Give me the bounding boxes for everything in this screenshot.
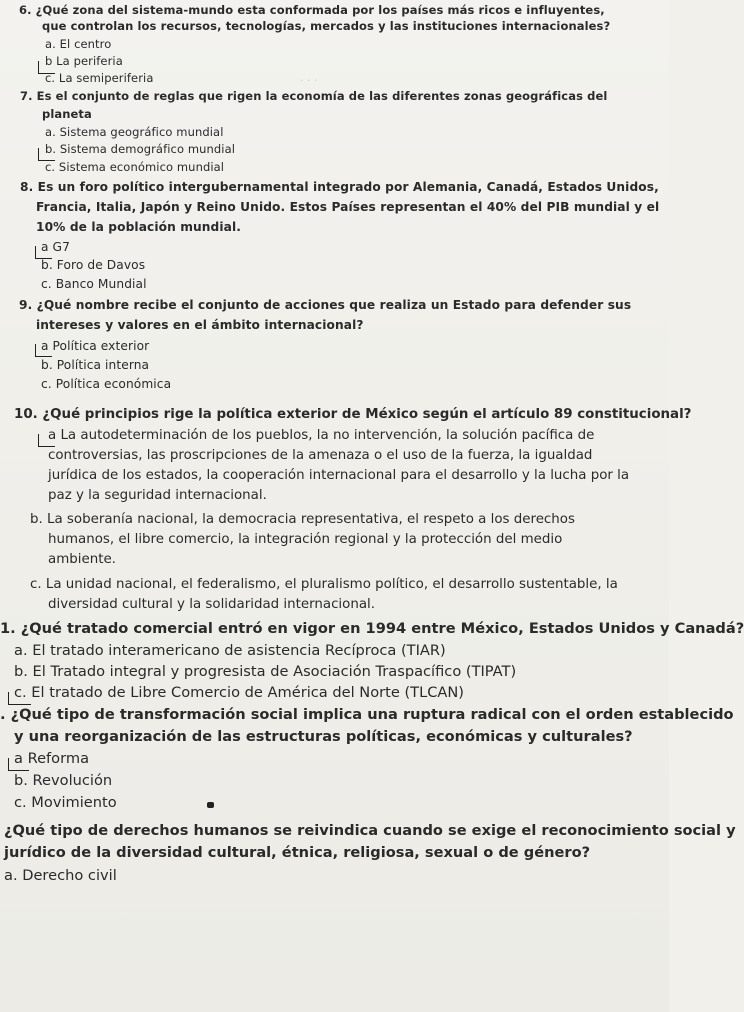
q8-option-c[interactable]: c. Banco Mundial	[41, 277, 147, 291]
question-10-text: 10. ¿Qué principios rige la política exterior de México según el artículo 89 constitucional?	[14, 407, 692, 422]
q10-option-c-cont: diversidad cultural y la solidaridad internacional.	[48, 597, 376, 612]
question-13-text-cont: jurídico de la diversidad cultural, étnica, religiosa, sexual o de género?	[4, 844, 591, 861]
q11-option-b[interactable]: b. El Tratado integral y progresista de Asociación Traspacífico (TIPAT)	[14, 663, 517, 680]
q7-option-a[interactable]: a. Sistema geográfico mundial	[45, 125, 224, 139]
answer-mark	[8, 758, 29, 771]
answer-mark	[8, 692, 31, 705]
q12-option-c[interactable]: c. Movimiento	[14, 794, 117, 811]
question-7-text: 7. Es el conjunto de reglas que rigen la economía de las diferentes zonas geográficas del	[20, 89, 608, 103]
question-9-text: 9. ¿Qué nombre recibe el conjunto de acciones que realiza un Estado para defender sus	[19, 298, 632, 312]
q7-option-c[interactable]: c. Sistema económico mundial	[45, 160, 225, 174]
question-8-text-cont-2: 10% de la población mundial.	[36, 220, 241, 234]
answer-mark	[38, 434, 55, 447]
q10-option-a[interactable]: a La autodeterminación de los pueblos, la no intervención, la solución pacífica de	[48, 428, 595, 443]
q8-option-b[interactable]: b. Foro de Davos	[41, 258, 146, 272]
q6-option-b[interactable]: b La periferia	[45, 54, 123, 68]
bleed-through-text: · · ·	[300, 74, 318, 87]
question-12-text-cont: y una reorganización de las estructuras políticas, económicas y culturales?	[14, 728, 633, 745]
q12-option-b[interactable]: b. Revolución	[14, 772, 113, 789]
question-7-text-cont: planeta	[42, 107, 92, 121]
ink-dot	[207, 802, 214, 808]
question-8-text: 8. Es un foro político intergubernamental integrado por Alemania, Canadá, Estados Unidos,	[20, 180, 659, 194]
q8-option-a[interactable]: a G7	[41, 240, 70, 254]
q13-option-a[interactable]: a. Derecho civil	[4, 867, 117, 884]
q12-option-a[interactable]: a Reforma	[14, 750, 90, 767]
q11-option-c[interactable]: c. El tratado de Libre Comercio de América del Norte (TLCAN)	[14, 684, 465, 701]
q6-option-a[interactable]: a. El centro	[45, 37, 112, 51]
q9-option-c[interactable]: c. Política económica	[41, 377, 172, 391]
q7-option-b[interactable]: b. Sistema demográfico mundial	[45, 142, 236, 156]
question-6-text: 6. ¿Qué zona del sistema-mundo esta conformada por los países más ricos e influyentes,	[19, 3, 605, 17]
q11-option-a[interactable]: a. El tratado interamericano de asistencia Recíproca (TIAR)	[14, 642, 446, 659]
answer-mark	[35, 344, 52, 357]
q10-option-a-cont: controversias, las proscripciones de la amenaza o el uso de la fuerza, la igualdad	[48, 448, 593, 463]
q10-option-a-cont: jurídica de los estados, la cooperación internacional para el desarrollo y la lucha por la	[48, 468, 630, 483]
question-13-text: ¿Qué tipo de derechos humanos se reivindica cuando se exige el reconocimiento social y	[4, 822, 736, 839]
question-12-text: . ¿Qué tipo de transformación social implica una ruptura radical con el orden establecido	[0, 706, 734, 723]
question-6-text-cont: que controlan los recursos, tecnologías, mercados y las instituciones internacionales?	[42, 19, 611, 33]
question-9-text-cont: intereses y valores en el ámbito internacional?	[36, 318, 364, 332]
q10-option-b-cont: humanos, el libre comercio, la integración regional y la protección del medio	[48, 532, 563, 547]
q10-option-c[interactable]: c. La unidad nacional, el federalismo, el pluralismo político, el desarrollo sustentable, la	[30, 577, 618, 592]
q9-option-b[interactable]: b. Política interna	[41, 358, 150, 372]
q10-option-b[interactable]: b. La soberanía nacional, la democracia representativa, el respeto a los derechos	[30, 512, 575, 527]
q6-option-c[interactable]: c. La semiperiferia	[45, 71, 154, 85]
question-8-text-cont: Francia, Italia, Japón y Reino Unido. Estos Países representan el 40% del PIB mundial y el	[36, 200, 660, 214]
q10-option-b-cont: ambiente.	[48, 552, 116, 567]
q9-option-a[interactable]: a Política exterior	[41, 339, 150, 353]
q10-option-a-cont: paz y la seguridad internacional.	[48, 488, 267, 503]
question-11-text: 1. ¿Qué tratado comercial entró en vigor en 1994 entre México, Estados Unidos y Canadá?	[0, 620, 744, 637]
